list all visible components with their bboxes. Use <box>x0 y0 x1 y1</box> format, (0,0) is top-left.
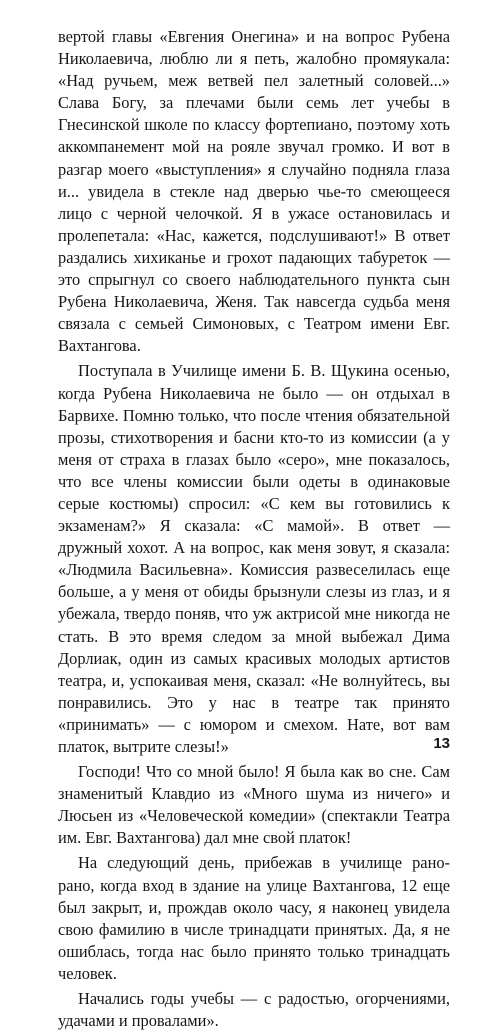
page-text <box>58 26 450 1035</box>
page-number: 13 <box>433 735 450 752</box>
paragraph-1: вертой главы «Евгения Онегина» и на вопрос Рубена Николаевича, люблю ли я петь, жалобно промяукала: «Над ручьем, меж ветвей пел залетный соловей...» Слава Богу, за плечами были семь лет учебы в Гнесинской школе по классу фортепиано, поэтому хоть аккомпанемент мой на рояле звучал громко. И вот в разгар моего «выступления» я случайно подняла глаза и... увидела в стекле над дверью чье-то смеющееся лицо с черной челочкой. Я в ужасе остановилась и пролепетала: «Нас, кажется, подслушивают!» В ответ раздались хихиканье и грохот падающих табуреток — это спрыгнул со своего наблюдательного пункта сын Рубена Николаевича, Женя. Так навсегда судьба меня связала с семьей Симоновых, с Театром имени Евг. Вахтангова. <box>58 27 450 356</box>
paragraph-3: Господи! Что со мной было! Я была как во сне. Сам знаменитый Клавдио из «Много шума из ничего» и Люсьен из «Человеческой комедии» (спектакли Театра им. Евг. Вахтангова) дал мне свой платок! <box>58 762 450 848</box>
paragraph-4: На следующий день, прибежав в училище рано-рано, когда вход в здание на улице Вахтангова, 12 еще был закрыт, и, прождав около часу, я наконец увидела свою фамилию в числе тринадцати принятых. Да, я не ошиблась, тогда нас было принято только тринадцать человек. <box>58 853 450 983</box>
paragraph-5: Начались годы учебы — с радостью, огорчениями, удачами и провалами». <box>58 989 450 1031</box>
paragraph-2: Поступала в Училище имени Б. В. Щукина осенью, когда Рубена Николаевича не было — он отдыхал в Барвихе. Помню только, что после чтения обязательной прозы, стихотворения и басни кто-то из комиссии (а у меня от страха в глазах было «серо», мне показалось, что все члены комиссии были одеты в одинаковые серые костюмы) спросил: «С кем вы готовились к экзаменам?» Я сказала: «С мамой». В ответ — дружный хохот. А на вопрос, как меня зовут, я сказала: «Людмила Васильевна». Комиссия развеселилась еще больше, а у меня от обиды брызнули слезы из глаз, и я убежала, твердо поняв, что уж актрисой мне никогда не стать. В это время следом за мной выбежал Дима Дорлиак, один из самых красивых молодых артистов театра, и, успокаивая меня, сказал: «Не волнуйтесь, вы понравились. Это у нас в театре так принято «принимать» — с юмором и смехом. Нате, вот вам платок, вытрите слезы!» <box>58 361 450 756</box>
